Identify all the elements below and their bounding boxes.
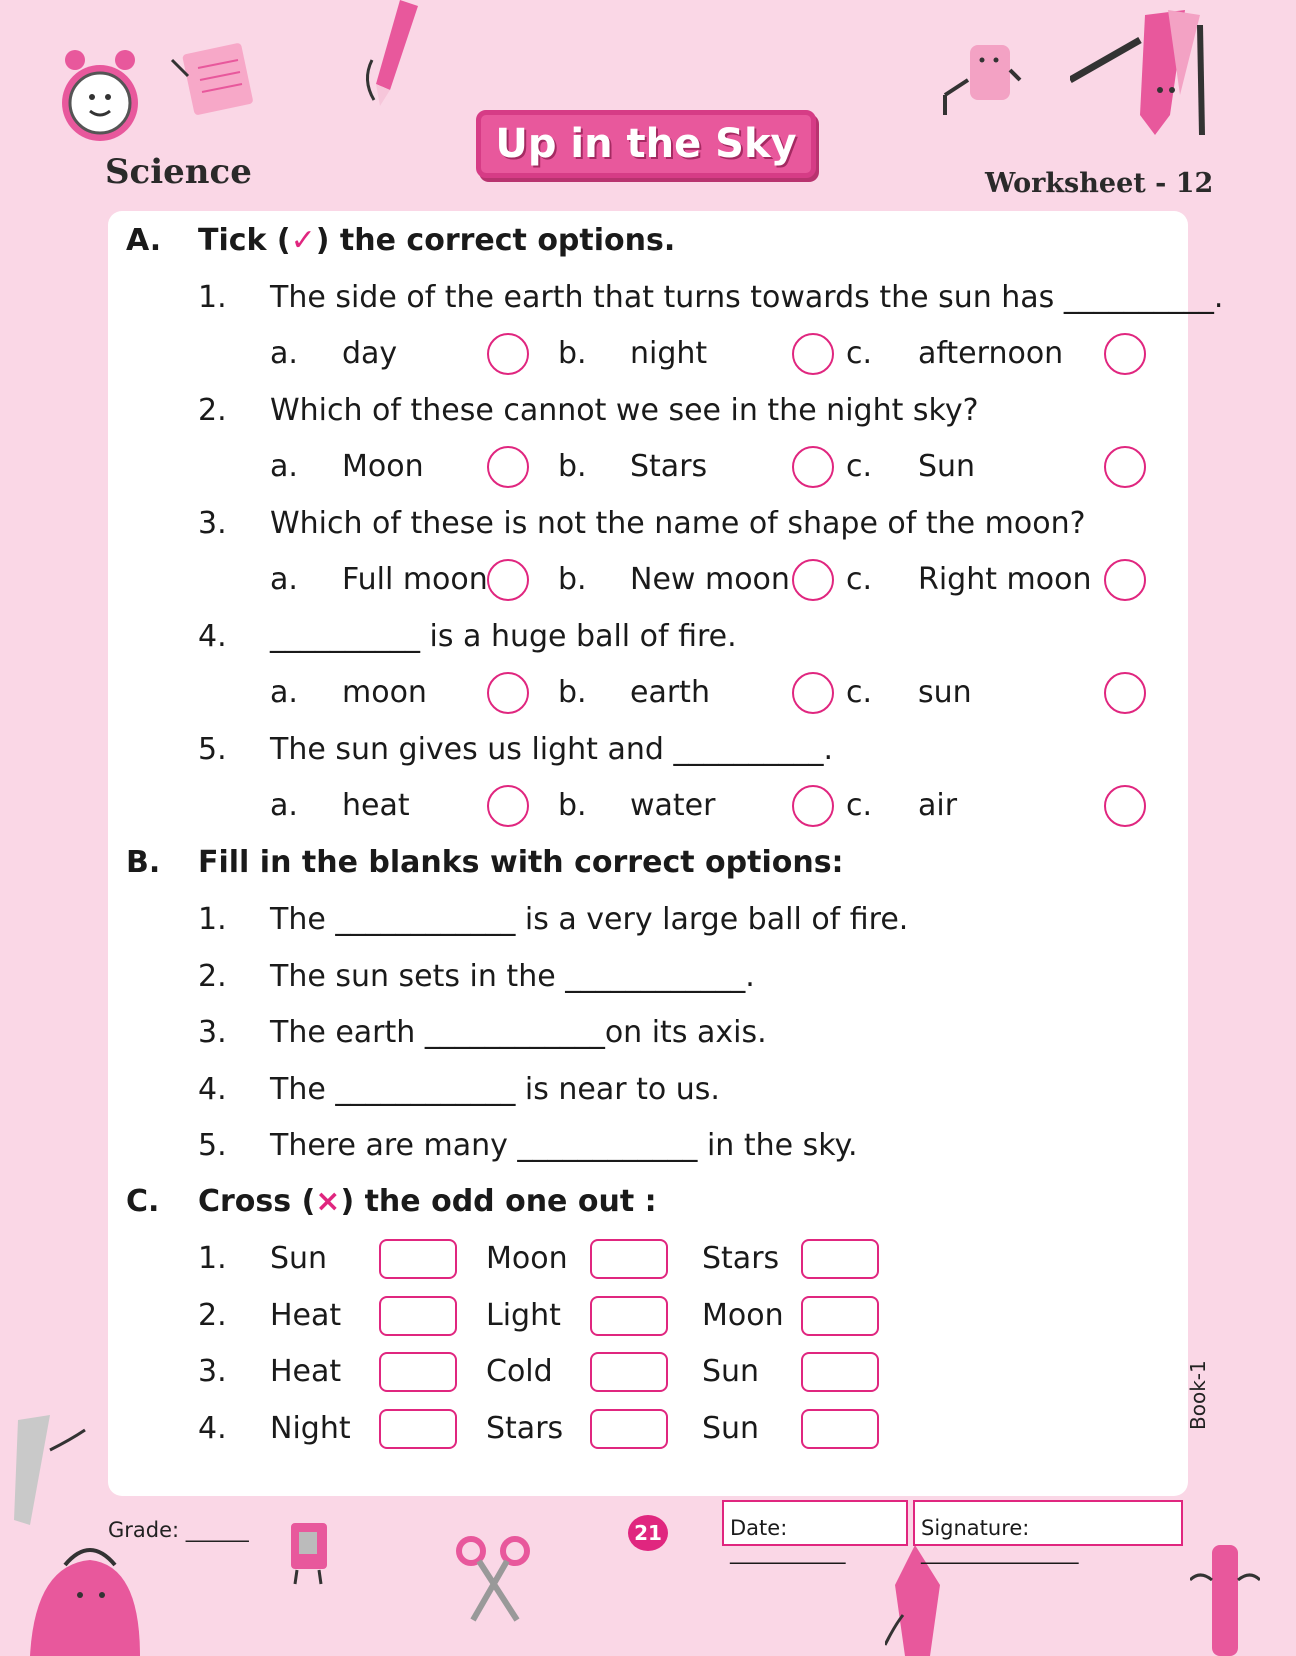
option-text: afternoon	[918, 336, 1064, 371]
pencil-character-icon	[1070, 5, 1210, 140]
option-letter: a.	[270, 336, 298, 371]
option-text: day	[342, 336, 398, 371]
option-text: sun	[918, 675, 972, 710]
page-number: 21	[628, 1515, 668, 1551]
option-letter: b.	[558, 788, 587, 823]
question-number: 4.	[198, 619, 227, 654]
cross-answer-box[interactable]	[801, 1239, 879, 1279]
question-text: The side of the earth that turns towards the sun has __________.	[270, 280, 1224, 315]
cross-answer-box[interactable]	[379, 1296, 457, 1336]
answer-circle[interactable]	[1104, 559, 1146, 601]
section-a-instruction	[198, 222, 675, 260]
option-text: New moon	[630, 562, 790, 597]
blank-item-number: 3.	[198, 1015, 227, 1050]
blank-item-number: 5.	[198, 1128, 227, 1163]
cross-answer-box[interactable]	[801, 1296, 879, 1336]
section-c-instruction-post: ) the odd one out :	[340, 1184, 657, 1219]
backpack-icon	[20, 1525, 150, 1656]
answer-circle[interactable]	[487, 333, 529, 375]
option-letter: b.	[558, 675, 587, 710]
option-letter: a.	[270, 788, 298, 823]
answer-circle[interactable]	[487, 446, 529, 488]
eraser-character-icon	[940, 40, 1030, 120]
odd-word: Stars	[702, 1241, 780, 1276]
notepad-icon	[170, 40, 260, 120]
section-c-instruction-pre: Cross (	[198, 1184, 316, 1219]
cross-answer-box[interactable]	[590, 1409, 668, 1449]
question-text: __________ is a huge ball of fire.	[270, 619, 737, 654]
section-a-letter: A.	[126, 223, 162, 258]
question-number: 5.	[198, 732, 227, 767]
odd-word: Heat	[270, 1354, 342, 1389]
blank-item-text: The ____________ is a very large ball of fire.	[270, 902, 909, 937]
option-text: Moon	[342, 449, 424, 484]
blank-item-text: The earth ____________on its axis.	[270, 1015, 767, 1050]
cross-answer-box[interactable]	[379, 1409, 457, 1449]
answer-circle[interactable]	[792, 333, 834, 375]
odd-row-number: 4.	[198, 1410, 227, 1446]
answer-circle[interactable]	[487, 672, 529, 714]
option-letter: a.	[270, 449, 298, 484]
blank-item-number: 1.	[198, 902, 227, 937]
blank-item-number: 2.	[198, 958, 227, 994]
cross-answer-box[interactable]	[590, 1239, 668, 1279]
option-letter: a.	[270, 562, 298, 597]
odd-word: Sun	[702, 1354, 760, 1389]
section-a-instruction-pre: Tick (	[198, 223, 291, 258]
option-text: air	[918, 788, 958, 823]
worksheet-title-banner	[476, 110, 816, 178]
worksheet-number: Worksheet - 12	[985, 168, 1214, 199]
option-letter: b.	[558, 449, 587, 484]
odd-word: Sun	[270, 1241, 328, 1276]
cross-answer-box[interactable]	[801, 1409, 879, 1449]
pencil-icon	[360, 0, 430, 110]
odd-word: Stars	[486, 1410, 564, 1446]
odd-word: Moon	[702, 1297, 784, 1333]
answer-circle[interactable]	[1104, 785, 1146, 827]
question-number: 2.	[198, 393, 227, 428]
odd-row-number: 1.	[198, 1241, 227, 1276]
option-letter: b.	[558, 336, 587, 371]
option-letter: c.	[846, 788, 873, 823]
answer-circle[interactable]	[1104, 672, 1146, 714]
answer-circle[interactable]	[487, 785, 529, 827]
option-text: heat	[342, 788, 410, 823]
subject-label: Science	[105, 152, 252, 192]
book-label: Book-1	[1186, 1360, 1210, 1430]
blank-item-number: 4.	[198, 1071, 227, 1107]
option-letter: c.	[846, 449, 873, 484]
grade-field[interactable]: Grade: ______	[108, 1518, 249, 1542]
answer-circle[interactable]	[1104, 333, 1146, 375]
cross-answer-box[interactable]	[590, 1352, 668, 1392]
question-text: Which of these is not the name of shape of the moon?	[270, 506, 1086, 541]
option-text: Stars	[630, 449, 708, 484]
cross-answer-box[interactable]	[379, 1352, 457, 1392]
blank-item-text: The sun sets in the ____________.	[270, 958, 755, 994]
answer-circle[interactable]	[792, 785, 834, 827]
odd-word: Moon	[486, 1241, 568, 1276]
option-letter: c.	[846, 336, 873, 371]
blank-item-text: There are many ____________ in the sky.	[270, 1128, 858, 1163]
cross-answer-box[interactable]	[590, 1296, 668, 1336]
question-number: 1.	[198, 280, 227, 315]
worksheet-title: Up in the Sky	[495, 121, 797, 167]
tick-icon: ✓	[290, 223, 316, 258]
odd-word: Night	[270, 1410, 351, 1446]
answer-circle[interactable]	[792, 559, 834, 601]
odd-word: Light	[486, 1297, 561, 1333]
section-c-letter: C.	[126, 1184, 160, 1219]
answer-circle[interactable]	[792, 672, 834, 714]
answer-circle[interactable]	[1104, 446, 1146, 488]
question-text: Which of these cannot we see in the night sky?	[270, 393, 979, 428]
ruler-character-icon	[10, 1410, 90, 1530]
pen-character-icon	[1190, 1540, 1260, 1656]
option-letter: c.	[846, 675, 873, 710]
option-text: earth	[630, 675, 710, 710]
odd-word: Cold	[486, 1354, 553, 1389]
alarm-clock-icon	[55, 45, 145, 155]
date-field[interactable]: Date: ___________	[722, 1500, 908, 1546]
answer-circle[interactable]	[487, 559, 529, 601]
option-text: moon	[342, 675, 427, 710]
signature-field[interactable]: Signature: _______________	[913, 1500, 1183, 1546]
cross-answer-box[interactable]	[801, 1352, 879, 1392]
cross-icon: ×	[315, 1184, 341, 1219]
option-text: water	[630, 788, 716, 823]
section-b-instruction: Fill in the blanks with correct options:	[198, 845, 844, 880]
scissors-icon	[455, 1535, 535, 1625]
sharpener-icon	[283, 1518, 343, 1588]
option-letter: b.	[558, 562, 587, 597]
answer-circle[interactable]	[792, 446, 834, 488]
question-text: The sun gives us light and __________.	[270, 732, 833, 767]
option-text: Right moon	[918, 562, 1092, 597]
odd-row-number: 2.	[198, 1297, 227, 1333]
odd-word: Heat	[270, 1297, 342, 1333]
option-text: night	[630, 336, 708, 371]
option-letter: c.	[846, 562, 873, 597]
odd-word: Sun	[702, 1410, 760, 1446]
option-letter: a.	[270, 675, 298, 710]
section-c-instruction	[198, 1183, 657, 1221]
odd-row-number: 3.	[198, 1354, 227, 1389]
option-text: Sun	[918, 449, 976, 484]
option-text: Full moon	[342, 562, 488, 597]
question-number: 3.	[198, 506, 227, 541]
cross-answer-box[interactable]	[379, 1239, 457, 1279]
section-b-letter: B.	[126, 845, 161, 880]
blank-item-text: The ____________ is near to us.	[270, 1071, 720, 1107]
section-a-instruction-post: ) the correct options.	[315, 223, 676, 258]
